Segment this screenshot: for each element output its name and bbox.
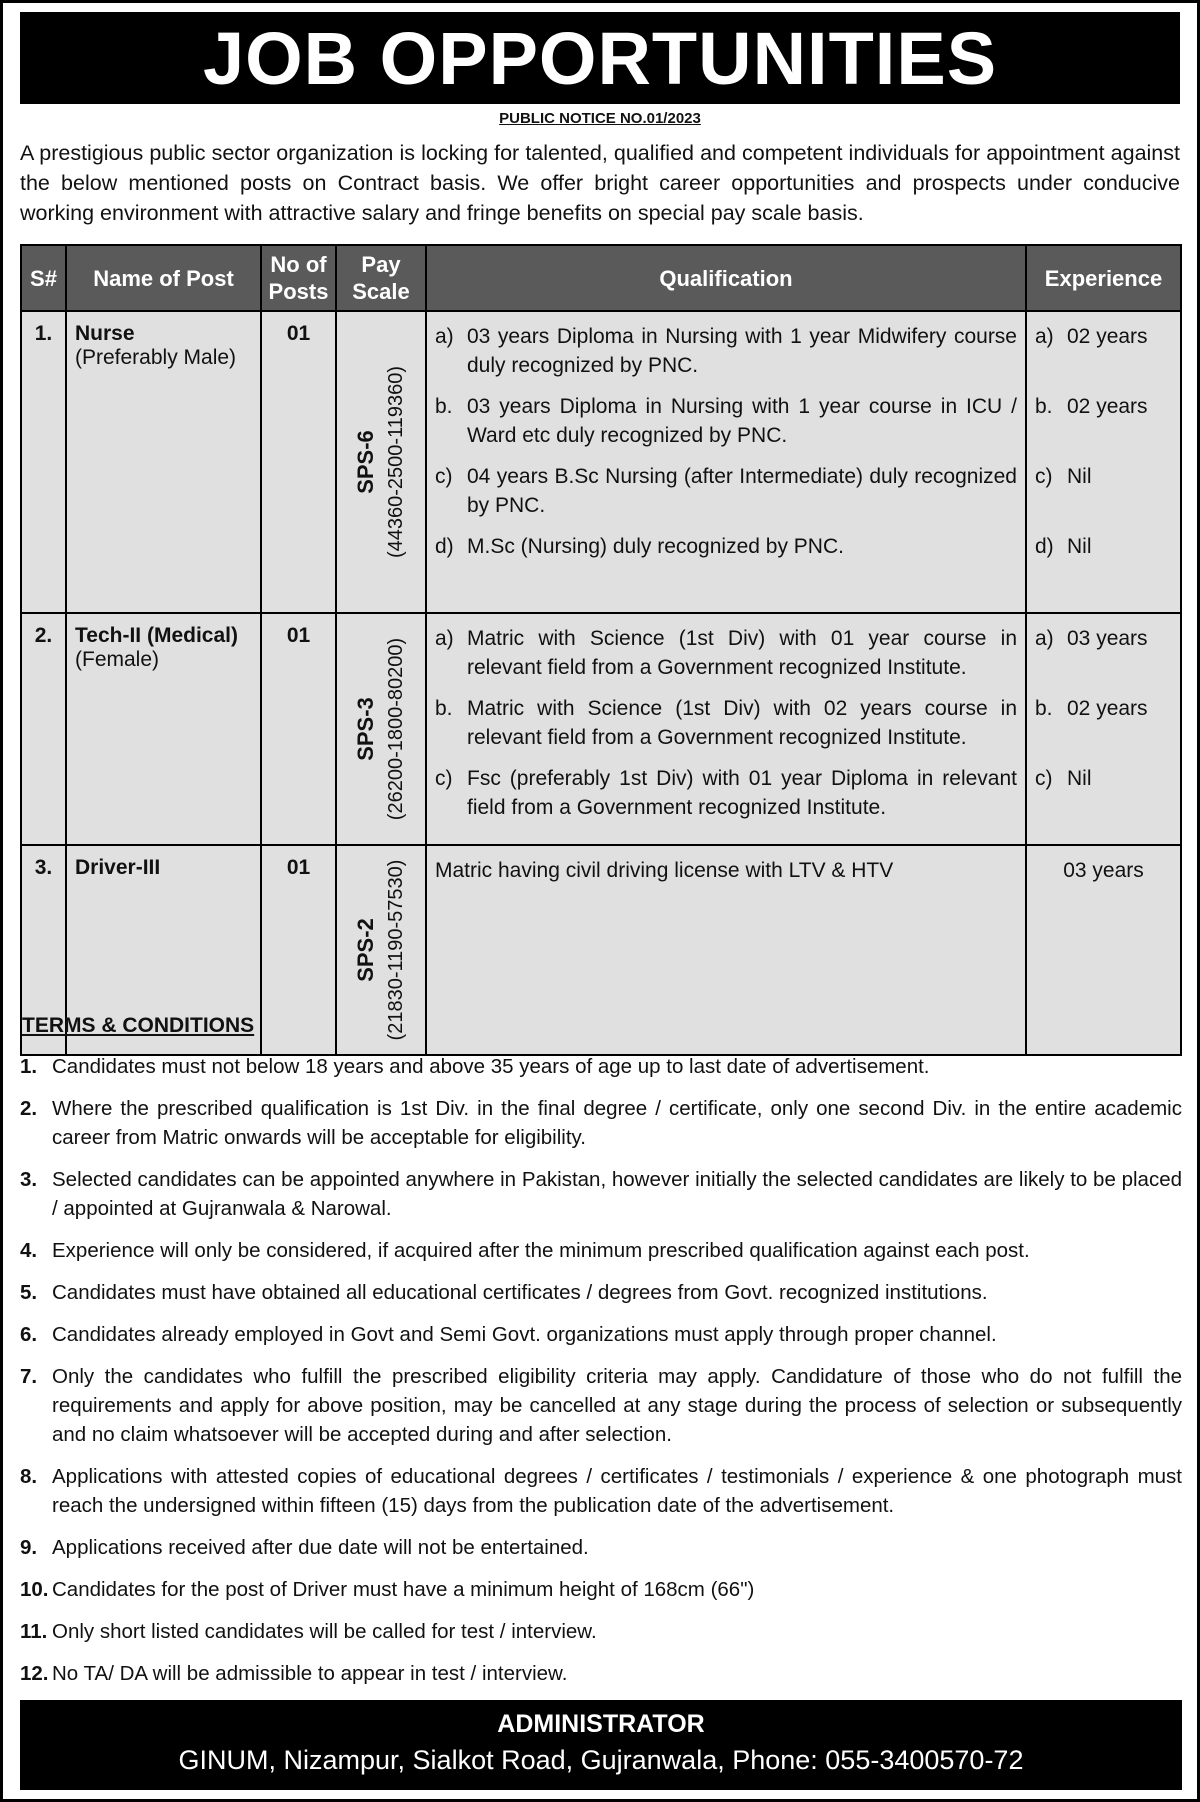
experience-cell [1026,613,1181,845]
experience-text: 03 years [1063,859,1144,882]
row-sn: 3. [21,845,66,1055]
notice-number: PUBLIC NOTICE NO.01/2023 [499,110,701,127]
post-subtitle: (Female) [75,648,160,671]
pay-code: SPS-6 [353,430,378,494]
page-title: JOB OPPORTUNITIES [20,12,1180,104]
posts-count: 01 [261,845,336,1055]
pay-code: SPS-2 [353,918,378,982]
jobs-table [20,244,1182,1056]
qualification-cell [426,845,1026,1055]
table-row [21,311,1181,613]
col-header-experience: Experience [1026,245,1181,311]
table-header-row [21,245,1181,311]
post-name-cell [66,311,261,613]
qualification-cell [426,311,1026,613]
post-title: Nurse [75,322,135,345]
term-item: 4. Experience will only be considered, if acquired after the minimum prescribed qualification against each post. [20,1239,1030,1262]
term-item: 3. Selected candidates can be appointed anywhere in Pakistan, however initially the selected candidates are likely to be placed / appointed at Gujranwala & Narowal. [20,1168,1182,1220]
qualification-item: a) Matric with Science (1st Div) with 01 year course in relevant field from a Government recognized Institute. [435,627,1017,679]
term-item: 5. Candidates must have obtained all educational certificates / degrees from Govt. recognized institutions. [20,1281,988,1304]
qualification-item: b. 03 years Diploma in Nursing with 1 year course in ICU / Ward etc duly recognized by PNC. [435,395,1017,447]
col-header-pay: Pay Scale [336,245,426,311]
term-item: 10. Candidates for the post of Driver must have a minimum height of 168cm (66") [20,1578,755,1601]
qualification-item: a) 03 years Diploma in Nursing with 1 year Midwifery course duly recognized by PNC. [435,325,1017,377]
experience-item: d) Nil [1035,535,1092,558]
pay-scale-cell [336,845,426,1055]
experience-item: a) 02 years [1035,325,1148,348]
pay-range: (21830-1190-57530) [385,859,407,1041]
term-item: 8. Applications with attested copies of educational degrees / certificates / testimonials / experience & one photograph must reach the undersigned within fifteen (15) days from the publication date of the advertisement. [20,1465,1182,1517]
table-row [21,613,1181,845]
qualification-item: d) M.Sc (Nursing) duly recognized by PNC. [435,535,844,558]
pay-range: (26200-1800-80200) [385,637,407,821]
post-subtitle: (Preferably Male) [75,346,237,369]
terms-heading: TERMS & CONDITIONS [22,1014,255,1037]
pay-scale-cell [336,613,426,845]
row-sn: 1. [21,311,66,613]
footer-address: GINUM, Nizampur, Sialkot Road, Gujranwala, Phone: 055-3400570-72 [178,1745,1024,1775]
posts-count: 01 [261,311,336,613]
qualification-item: c) 04 years B.Sc Nursing (after Intermediate) duly recognized by PNC. [435,465,1017,517]
term-item: 12. No TA/ DA will be admissible to appear in test / interview. [20,1662,568,1685]
pay-range: (44360-2500-119360) [385,365,407,559]
footer-title: ADMINISTRATOR [497,1710,705,1738]
experience-item: a) 03 years [1035,627,1148,650]
post-title: Driver-III [75,856,161,879]
post-title: Tech-II (Medical) [75,624,238,647]
term-item: 6. Candidates already employed in Govt and Semi Govt. organizations must apply through proper channel. [20,1323,997,1346]
term-item: 11. Only short listed candidates will be called for test / interview. [20,1620,597,1643]
pay-scale-cell [336,311,426,613]
row-sn: 2. [21,613,66,845]
post-name-cell [66,613,261,845]
term-item: 9. Applications received after due date will not be entertained. [20,1536,589,1559]
col-header-qualification: Qualification [426,245,1026,311]
term-item: 7. Only the candidates who fulfill the prescribed eligibility criteria may apply. Candidature of those who do not fulfill the requirements and apply for above position, may be cancelled at any stage during the process of selection or subsequently and no claim whatsoever will be accepted during and after selection. [20,1365,1182,1446]
footer-contact [20,1700,1182,1790]
qualification-cell [426,613,1026,845]
qualification-item: b. Matric with Science (1st Div) with 02 years course in relevant field from a Government recognized Institute. [435,697,1017,749]
col-header-posts: No of Posts [261,245,336,311]
qualification-item: c) Fsc (preferably 1st Div) with 01 year Diploma in relevant field from a Government recognized Institute. [435,767,1017,819]
col-header-name: Name of Post [66,245,261,311]
experience-item: c) Nil [1035,767,1092,790]
experience-item: b. 02 years [1035,395,1148,418]
qualification-text: Matric having civil driving license with LTV & HTV [435,859,894,882]
posts-count: 01 [261,613,336,845]
experience-cell [1026,845,1181,1055]
intro-paragraph: A prestigious public sector organization is locking for talented, qualified and competent individuals for appointment against the below mentioned posts on Contract basis. We offer bright career opportunities and prospects under conducive working environment with attractive salary and fringe benefits on special pay scale basis. [20,141,1180,225]
term-item: 2. Where the prescribed qualification is 1st Div. in the final degree / certificate, only one second Div. in the entire academic career from Matric onwards will be acceptable for eligibility. [20,1097,1182,1149]
pay-code: SPS-3 [353,697,378,761]
terms-list [20,1052,1182,1701]
experience-item: c) Nil [1035,465,1092,488]
col-header-sn: S# [21,245,66,311]
experience-item: b. 02 years [1035,697,1148,720]
experience-cell [1026,311,1181,613]
term-item: 1. Candidates must not below 18 years and above 35 years of age up to last date of advertisement. [20,1055,930,1078]
